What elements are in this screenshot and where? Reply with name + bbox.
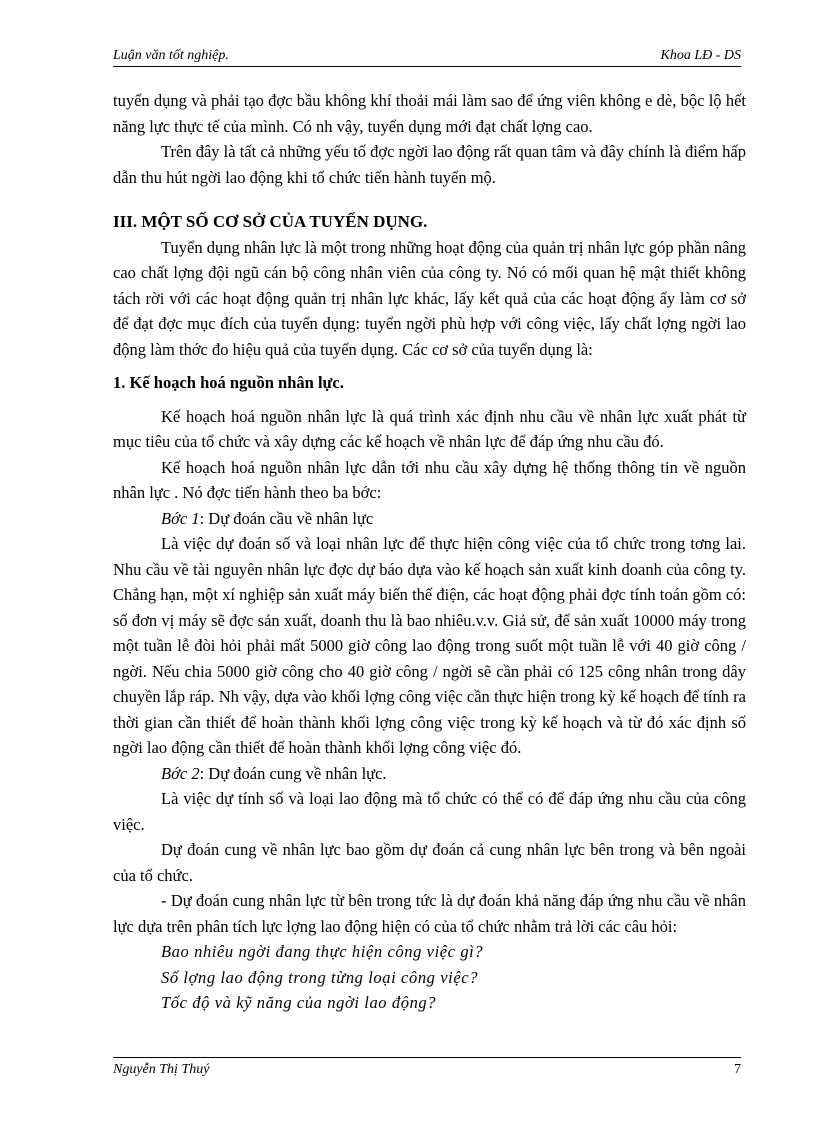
paragraph: Là việc dự đoán số và loại nhân lực để thực hiện công việc của tổ chức trong tơng lai. Nhu cầu về tài nguyên nhân lực đợc dự báo dựa vào kế hoạch sản xuất kinh doanh của công ty. Chẳng hạn, một xí nghiệp sản xuất máy biến thế điện, các hoạt động phải đợc tính toán gồm có: số đơn vị máy sẽ đợc sản xuất, doanh thu là bao nhiêu.v.v. Giả sử, để sản xuất 10000 máy trong một tuần lễ đòi hỏi phải mất 5000 giờ công lao động trong suốt một tuần lễ với 40 giờ công / ngời. Nếu chia 5000 giờ công cho 40 giờ công / ngời sẽ cần phải có 125 công nhân trong dây chuyền lắp ráp. Nh vậy, dựa vào khối lợng công việc cần thực hiện trong kỳ kế hoạch để tính ra thời gian cần thiết để hoàn thành khối lợng công việc trong kỳ kế hoạch và từ đó xác định số ngời lao động cần thiết để hoàn thành khối lợng công việc đó. [113, 534, 746, 757]
paragraph: - Dự đoán cung nhân lực từ bên trong tức là dự đoán khả năng đáp ứng nhu cầu về nhân lực dựa trên phân tích lực lợng lao động hiện có của tổ chức nhằm trả lời các câu hỏi: [113, 891, 746, 936]
step-2-label: Bớc 2 [161, 763, 200, 783]
step-2-text: : Dự đoán cung về nhân lực. [199, 763, 387, 783]
paragraph: Là việc dự tính số và loại lao động mà tổ chức có thể có để đáp ứng nhu cầu của công việc. [113, 789, 746, 834]
paragraph: Kế hoạch hoá nguồn nhân lực dẫn tới nhu cầu xây dựng hệ thống thông tin về nguồn nhân lực . Nó đợc tiến hành theo ba bớc: [113, 457, 746, 502]
paragraph: Dự đoán cung về nhân lực bao gồm dự đoán cả cung nhân lực bên trong và bên ngoài của tổ chức. [113, 840, 746, 885]
page-header [113, 44, 741, 67]
paragraph: Tuyển dụng nhân lực là một trong những hoạt động của quản trị nhân lực góp phần nâng cao chất lợng đội ngũ cán bộ công nhân viên của công ty. Nó có mối quan hệ mật thiết không tách rời với các hoạt động quản trị nhân lực khác, lấy kết quả của các hoạt động ấy làm cơ sở để đạt đợc mục đích của tuyển dụng: tuyển ngời phù hợp với công việc, lấy chất lợng ngời lao động làm thớc đo hiệu quả của tuyển dụng. Các cơ sở của tuyển dụng là: [113, 237, 746, 359]
page-footer [113, 1057, 741, 1080]
step-2-heading [113, 761, 746, 787]
subsection-heading: 1. Kế hoạch hoá nguồn nhân lực. [113, 373, 344, 392]
header-thesis-label: Luận văn tốt nghiệp. [113, 48, 229, 63]
paragraph: tuyển dụng và phải tạo đợc bầu không khí thoải mái làm sao để ứng viên không e dè, bộc lộ hết năng lực thực tế của mình. Có nh vậy, tuyển dụng mới đạt chất lợng cao. [113, 91, 746, 136]
question-item: Số lợng lao động trong từng loại công việc? [161, 967, 479, 987]
header-faculty-label: Khoa LĐ - DS [660, 48, 741, 63]
paragraph: Kế hoạch hoá nguồn nhân lực là quá trình xác định nhu cầu về nhân lực xuất phát từ mục tiêu của tổ chức và xây dựng các kế hoạch về nhân lực để đáp ứng nhu cầu đó. [113, 406, 746, 451]
document-body [113, 88, 746, 1016]
step-1-text: : Dự đoán cầu về nhân lực [199, 508, 374, 528]
step-1-label: Bớc 1 [161, 508, 200, 528]
section-heading: III. MỘT SỐ CƠ SỞ CỦA TUYỂN DỤNG. [113, 212, 428, 231]
question-item: Bao nhiêu ngời đang thực hiện công việc gì? [161, 942, 484, 961]
page-number: 7 [734, 1062, 741, 1077]
footer-author: Nguyễn Thị Thuý [113, 1062, 210, 1077]
paragraph: Trên đây là tất cả những yếu tố đợc ngời lao động rất quan tâm và đây chính là điểm hấp dẫn thu hút ngời lao động khi tổ chức tiến hành tuyển mộ. [113, 142, 746, 187]
step-1-heading [113, 506, 746, 532]
question-item: Tốc độ và kỹ năng của ngời lao động? [161, 993, 437, 1012]
